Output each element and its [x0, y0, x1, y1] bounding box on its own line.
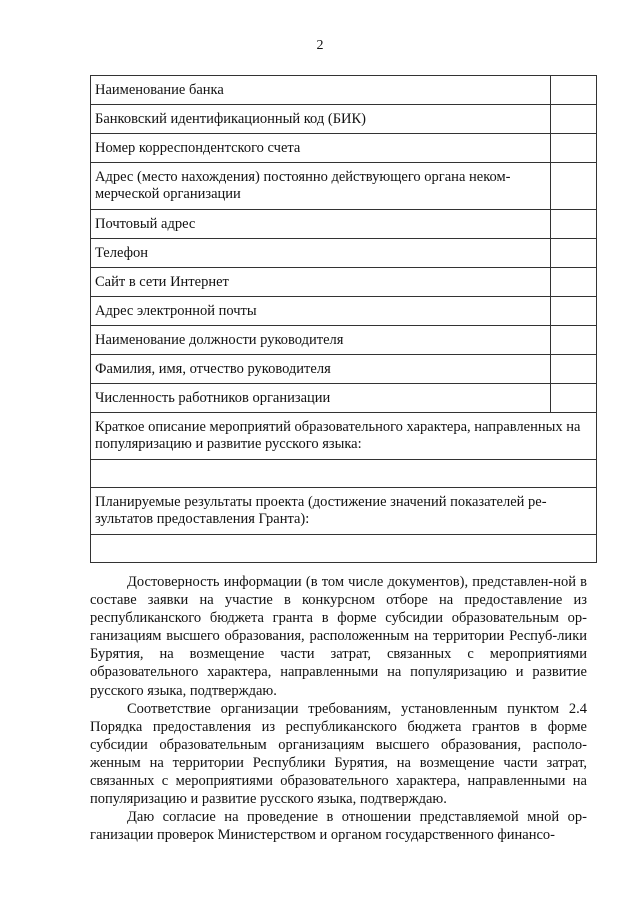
organization-info-table — [90, 75, 597, 563]
row-label-bik: Банковский идентификационный код (БИК) — [91, 105, 551, 134]
row-label-head-name: Фамилия, имя, отчество руководителя — [91, 355, 551, 384]
table-row — [91, 210, 597, 239]
table-row — [91, 163, 597, 210]
table-row — [91, 297, 597, 326]
results-label: Планируемые результаты проекта (достижение значений показателей ре-зультатов предоставления Гранта): — [91, 488, 597, 535]
description-input-field[interactable] — [91, 460, 597, 488]
table-row — [91, 535, 597, 563]
row-value-postal-address[interactable] — [551, 210, 597, 239]
row-label-staff-count: Численность работников организации — [91, 384, 551, 413]
results-input-field[interactable] — [91, 535, 597, 563]
row-value-staff-count[interactable] — [551, 384, 597, 413]
row-label-bank-name: Наименование банка — [91, 76, 551, 105]
row-label-email: Адрес электронной почты — [91, 297, 551, 326]
table-row — [91, 326, 597, 355]
table-row — [91, 355, 597, 384]
row-value-website[interactable] — [551, 268, 597, 297]
declaration-text — [90, 573, 587, 844]
page-number: 2 — [316, 38, 324, 53]
paragraph-consent: Даю согласие на проведение в отношении представляемой мной ор-ганизации проверок Министерством и органом государственного финансо- — [90, 809, 587, 844]
paragraph-reliability: Достоверность информации (в том числе документов), представлен-ной в составе заявки на участие в конкурсном отборе на предоставление из республиканского бюджета гранта в форме субсидии образовательным ор-ганизациям высшего образования, расположенным на территории Респуб-лики Бурятия, на возмещение части затрат, связанных с мероприятиями образовательного характера, направленными на популяризацию и развитие русского языка, подтверждаю. — [90, 574, 587, 699]
row-label-phone: Телефон — [91, 239, 551, 268]
row-value-bik[interactable] — [551, 105, 597, 134]
table-row — [91, 105, 597, 134]
table-row — [91, 488, 597, 535]
row-label-head-position: Наименование должности руководителя — [91, 326, 551, 355]
row-value-head-name[interactable] — [551, 355, 597, 384]
row-label-website: Сайт в сети Интернет — [91, 268, 551, 297]
row-label-legal-address: Адрес (место нахождения) постоянно действующего органа неком-мерческой организации — [91, 163, 551, 210]
paragraph-compliance: Соответствие организации требованиям, установленным пунктом 2.4 Порядка предоставления из республиканского бюджета грантов в форме субсидии образовательным организациям высшего образования, располо-женным на территории Республики Бурятия, на возмещение части затрат, связанных с мероприятиями образовательного характера, направленными на популяризацию и развитие русского языка, подтверждаю. — [90, 700, 587, 808]
row-label-corr-account: Номер корреспондентского счета — [91, 134, 551, 163]
table-row — [91, 76, 597, 105]
row-value-legal-address[interactable] — [551, 163, 597, 210]
description-label: Краткое описание мероприятий образовательного характера, направленных на популяризацию и развитие русского языка: — [91, 413, 597, 460]
row-value-corr-account[interactable] — [551, 134, 597, 163]
table-row — [91, 384, 597, 413]
table-row — [91, 268, 597, 297]
table-row — [91, 460, 597, 488]
row-value-bank-name[interactable] — [551, 76, 597, 105]
row-value-email[interactable] — [551, 297, 597, 326]
table-row — [91, 134, 597, 163]
row-value-head-position[interactable] — [551, 326, 597, 355]
table-row — [91, 239, 597, 268]
table-row — [91, 413, 597, 460]
row-value-phone[interactable] — [551, 239, 597, 268]
row-label-postal-address: Почтовый адрес — [91, 210, 551, 239]
